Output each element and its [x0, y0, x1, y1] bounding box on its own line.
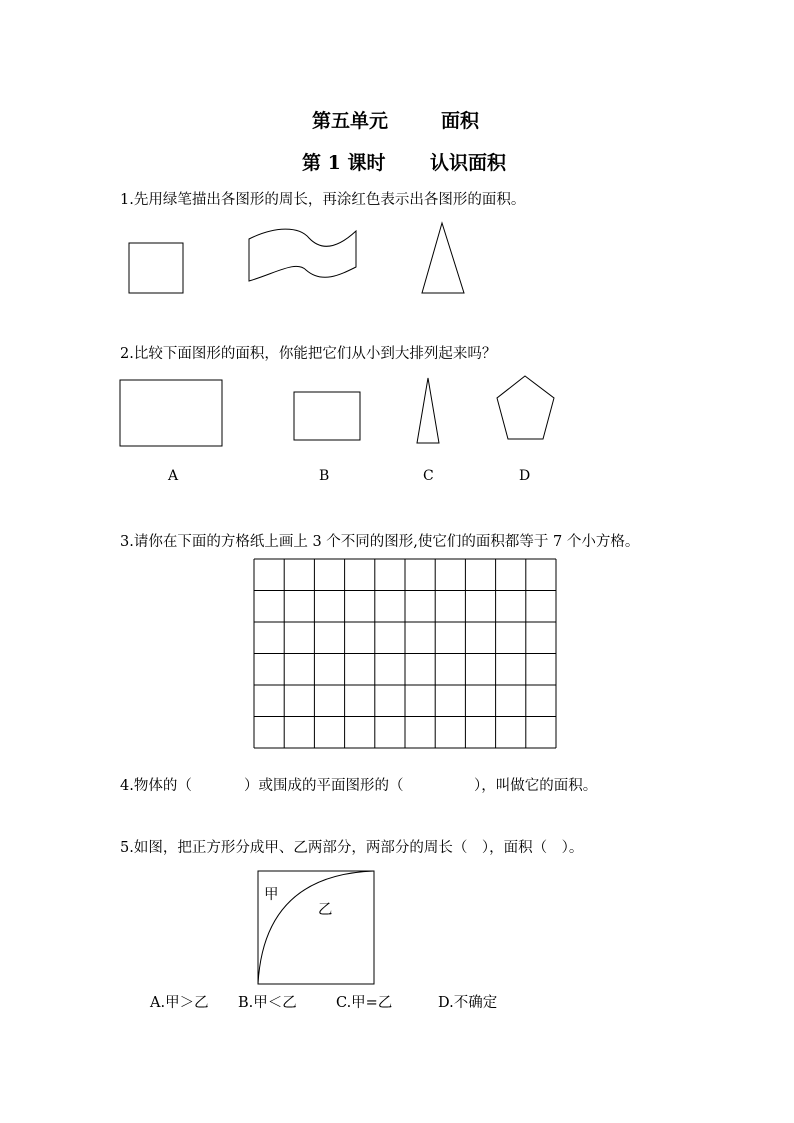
- q2-triangle-c: [417, 378, 439, 443]
- q5-option-b[interactable]: B.甲＜乙: [238, 995, 297, 1011]
- grid-paper[interactable]: [254, 559, 556, 748]
- q5-region-b-label: 乙: [318, 902, 333, 918]
- q2-pentagon-d: [497, 376, 554, 439]
- q2-rect-b: [294, 392, 360, 440]
- lesson-title: 第 1 课时: [302, 152, 386, 174]
- question-4-part1: 4.物体的（: [120, 778, 192, 794]
- q2-label-b: B: [319, 468, 330, 484]
- q1-square: [129, 243, 183, 293]
- question-5-text: 5.如图，把正方形分成甲、乙两部分，两部分的周长（ ），面积（ ）。: [120, 840, 584, 856]
- q5-option-d[interactable]: D.不确定: [438, 995, 498, 1011]
- q1-wavy-shape: [249, 229, 356, 281]
- unit-title: 第五单元: [312, 110, 389, 132]
- question-4-part3: ），叫做它的面积。: [474, 778, 598, 794]
- question-3-text: 3.请你在下面的方格纸上画上 3 个不同的图形,使它们的面积都等于 7 个小方格。: [120, 534, 640, 550]
- q2-label-c: C: [423, 468, 434, 484]
- q1-triangle: [422, 223, 464, 293]
- lesson-topic: 认识面积: [430, 152, 507, 174]
- unit-topic: 面积: [441, 110, 480, 132]
- q2-label-d: D: [519, 468, 531, 484]
- q5-option-c[interactable]: C.甲=乙: [336, 995, 393, 1011]
- q5-region-a-label: 甲: [264, 887, 279, 903]
- q2-rect-a: [120, 380, 222, 446]
- q2-label-a: A: [168, 468, 179, 484]
- question-2-text: 2.比较下面图形的面积，你能把它们从小到大排列起来吗？: [120, 346, 497, 362]
- question-1-text: 1.先用绿笔描出各图形的周长，再涂红色表示出各图形的面积。: [120, 192, 526, 208]
- q5-option-a[interactable]: A.甲＞乙: [150, 995, 209, 1011]
- question-4-part2: ）或围成的平面图形的（: [244, 778, 404, 794]
